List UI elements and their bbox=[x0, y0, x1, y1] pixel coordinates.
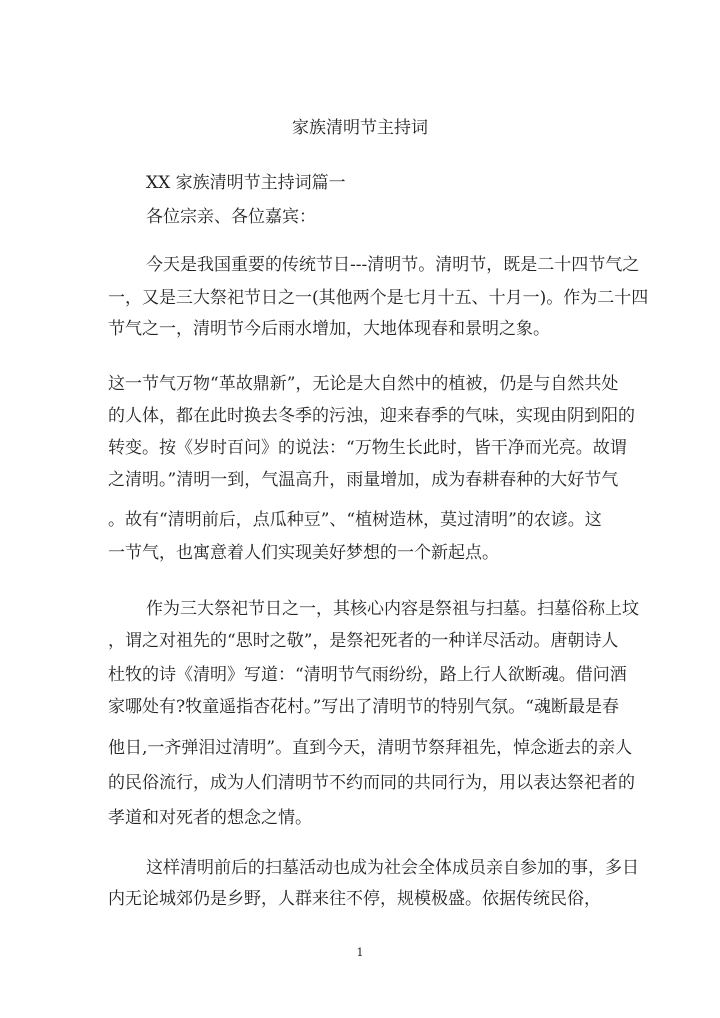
paragraph-3-line-7: 孝道和对死者的想念之情。 bbox=[108, 808, 312, 828]
paragraph-2-line-6: 一节气，也寓意着人们实现美好梦想的一个新起点。 bbox=[108, 543, 499, 563]
paragraph-3-line-3: 杜牧的诗《清明》写道：“清明节气雨纷纷，路上行人欲断魂。借问酒 bbox=[108, 665, 627, 685]
paragraph-4-line-2: 内无论城郊仍是乡野，人群来往不停，规模极盛。依据传统民俗， bbox=[108, 889, 601, 909]
document-title: 家族清明节主持词 bbox=[292, 118, 428, 138]
paragraph-3-line-5: 他日,一齐弹泪过清明”。直到今天，清明节祭拜祖先，悼念逝去的亲人 bbox=[108, 738, 633, 758]
paragraph-1-line-3: 节气之一，清明节今后雨水增加，大地体现春和景明之象。 bbox=[108, 319, 550, 339]
page-number: 1 bbox=[356, 946, 364, 959]
section-heading: XX 家族清明节主持词篇一 bbox=[146, 173, 346, 193]
paragraph-3-line-1: 作为三大祭祀节日之一，其核心内容是祭祖与扫墓。扫墓俗称上坟 bbox=[146, 599, 639, 619]
paragraph-2-line-4: 之清明。”清明一到，气温高升，雨量增加，成为春耕春种的大好节气 bbox=[108, 470, 619, 490]
paragraph-3-line-4: 家哪处有?牧童遥指杏花村。”写出了清明节的特别气氛。“魂断最是春 bbox=[108, 697, 619, 717]
paragraph-2-line-2: 的人体，都在此时换去冬季的污浊，迎来春季的气味，实现由阴到阳的 bbox=[108, 406, 635, 426]
paragraph-2-line-1: 这一节气万物“革故鼎新”，无论是大自然中的植被，仍是与自然共处 bbox=[108, 374, 619, 394]
paragraph-2-line-3: 转变。按《岁时百问》的说法：“万物生长此时，皆干净而光亮。故谓 bbox=[108, 438, 627, 458]
paragraph-3-line-2: ，谓之对祖先的“思时之敬”，是祭祀死者的一种详尽活动。唐朝诗人 bbox=[108, 631, 619, 651]
greeting: 各位宗亲、各位嘉宾： bbox=[146, 207, 316, 227]
paragraph-1-line-2: 一，又是三大祭祀节日之一(其他两个是七月十五、十月一)。作为二十四 bbox=[108, 288, 649, 308]
paragraph-2-line-5: 。故有“清明前后，点瓜种豆”、“植树造林，莫过清明”的农谚。这 bbox=[108, 510, 602, 530]
paragraph-3-line-6: 的民俗流行，成为人们清明节不约而同的共同行为，用以表达祭祀者的 bbox=[108, 773, 635, 793]
paragraph-1-line-1: 今天是我国重要的传统节日---清明节。清明节，既是二十四节气之 bbox=[146, 255, 640, 275]
paragraph-4-line-1: 这样清明前后的扫墓活动也成为社会全体成员亲自参加的事，多日 bbox=[146, 858, 639, 878]
